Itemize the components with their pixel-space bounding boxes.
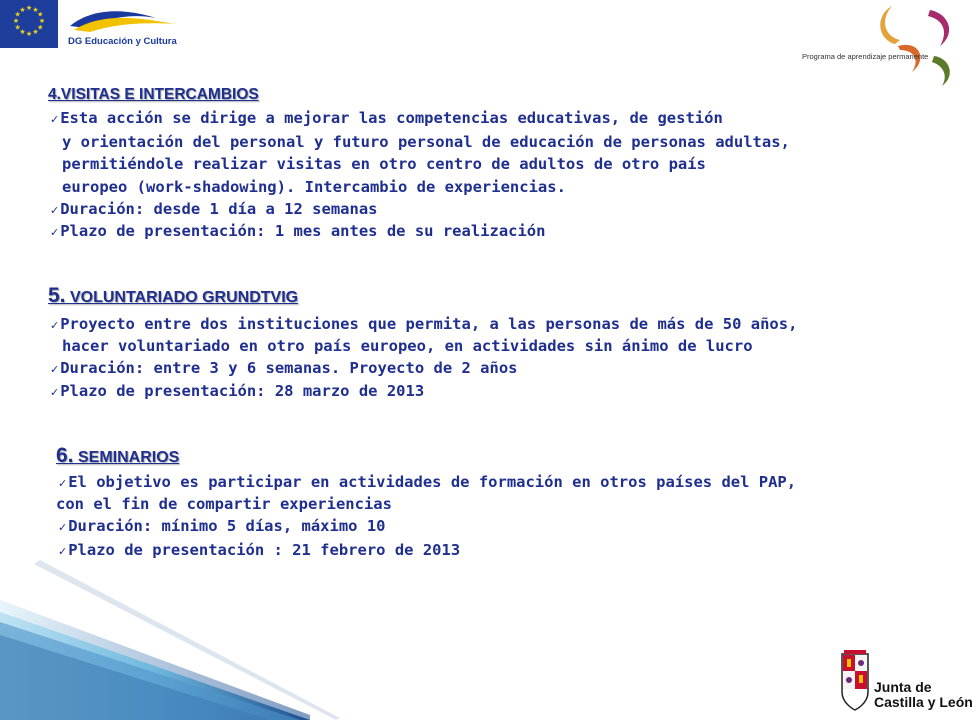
list-item-continuation: con el fin de compartir experiencias	[56, 495, 392, 513]
svg-text:★: ★	[14, 10, 21, 19]
section-4-title: 4.VISITAS E INTERCAMBIOS	[48, 86, 259, 103]
svg-text:★: ★	[37, 23, 44, 32]
svg-text:★: ★	[14, 23, 21, 32]
svg-text:★: ★	[12, 17, 20, 25]
svg-text:★: ★	[25, 4, 33, 12]
castilla-leon-coat-of-arms	[838, 648, 872, 712]
section-5-title: 5. VOLUNTARIADO GRUNDTVIG	[48, 284, 299, 307]
list-item: ✓Esta acción se dirige a mejorar las competencias educativas, de gestión	[50, 109, 723, 127]
list-item-continuation: hacer voluntariado en otro país europeo, en actividades sin ánimo de lucro	[62, 337, 753, 355]
eu-flag-logo	[0, 0, 58, 48]
list-item: ✓Duración: mínimo 5 días, máximo 10	[58, 517, 386, 535]
check-icon: ✓	[58, 477, 68, 490]
list-item: ✓Proyecto entre dos instituciones que permita, a las personas de más de 50 años,	[50, 315, 798, 333]
list-item-continuation: europeo (work-shadowing). Intercambio de experiencias.	[62, 178, 566, 196]
jcyl-line-1: Junta de	[874, 679, 932, 695]
jcyl-line-2: Castilla y León	[874, 694, 973, 710]
dg-label: DG Educación y Cultura	[68, 36, 177, 47]
list-item: ✓Duración: desde 1 día a 12 semanas	[50, 200, 378, 218]
svg-text:★: ★	[19, 5, 26, 14]
section-6-title: 6. SEMINARIOS	[56, 444, 180, 467]
list-item: ✓El objetivo es participar en actividades de formación en otros países del PAP,	[58, 473, 797, 491]
svg-text:★: ★	[37, 10, 44, 19]
list-item: ✓Plazo de presentación : 21 febrero de 2013	[58, 541, 461, 559]
check-icon: ✓	[50, 319, 60, 332]
svg-text:★: ★	[19, 28, 26, 37]
lifelong-learning-logo	[800, 0, 960, 90]
svg-text:★: ★	[32, 28, 39, 37]
check-icon: ✓	[50, 363, 60, 376]
list-item: ✓Plazo de presentación: 28 marzo de 2013	[50, 382, 425, 400]
list-item-continuation: permitiéndole realizar visitas en otro centro de adultos de otro país	[62, 155, 706, 173]
junta-castilla-leon-logo-text	[874, 680, 973, 710]
check-icon: ✓	[58, 521, 68, 534]
svg-text:★: ★	[25, 30, 33, 38]
decorative-swoosh	[0, 560, 960, 720]
list-item: ✓Plazo de presentación: 1 mes antes de su realización	[50, 222, 546, 240]
check-icon: ✓	[50, 204, 60, 217]
check-icon: ✓	[50, 113, 60, 126]
svg-text:★: ★	[38, 17, 46, 25]
list-item: ✓Duración: entre 3 y 6 semanas. Proyecto de 2 años	[50, 359, 518, 377]
check-icon: ✓	[50, 386, 60, 399]
llp-label: Programa de aprendizaje permanente	[802, 52, 929, 61]
list-item-continuation: y orientación del personal y futuro personal de educación de personas adultas,	[62, 133, 790, 151]
check-icon: ✓	[50, 226, 60, 239]
svg-text:★: ★	[32, 5, 39, 14]
check-icon: ✓	[58, 545, 68, 558]
